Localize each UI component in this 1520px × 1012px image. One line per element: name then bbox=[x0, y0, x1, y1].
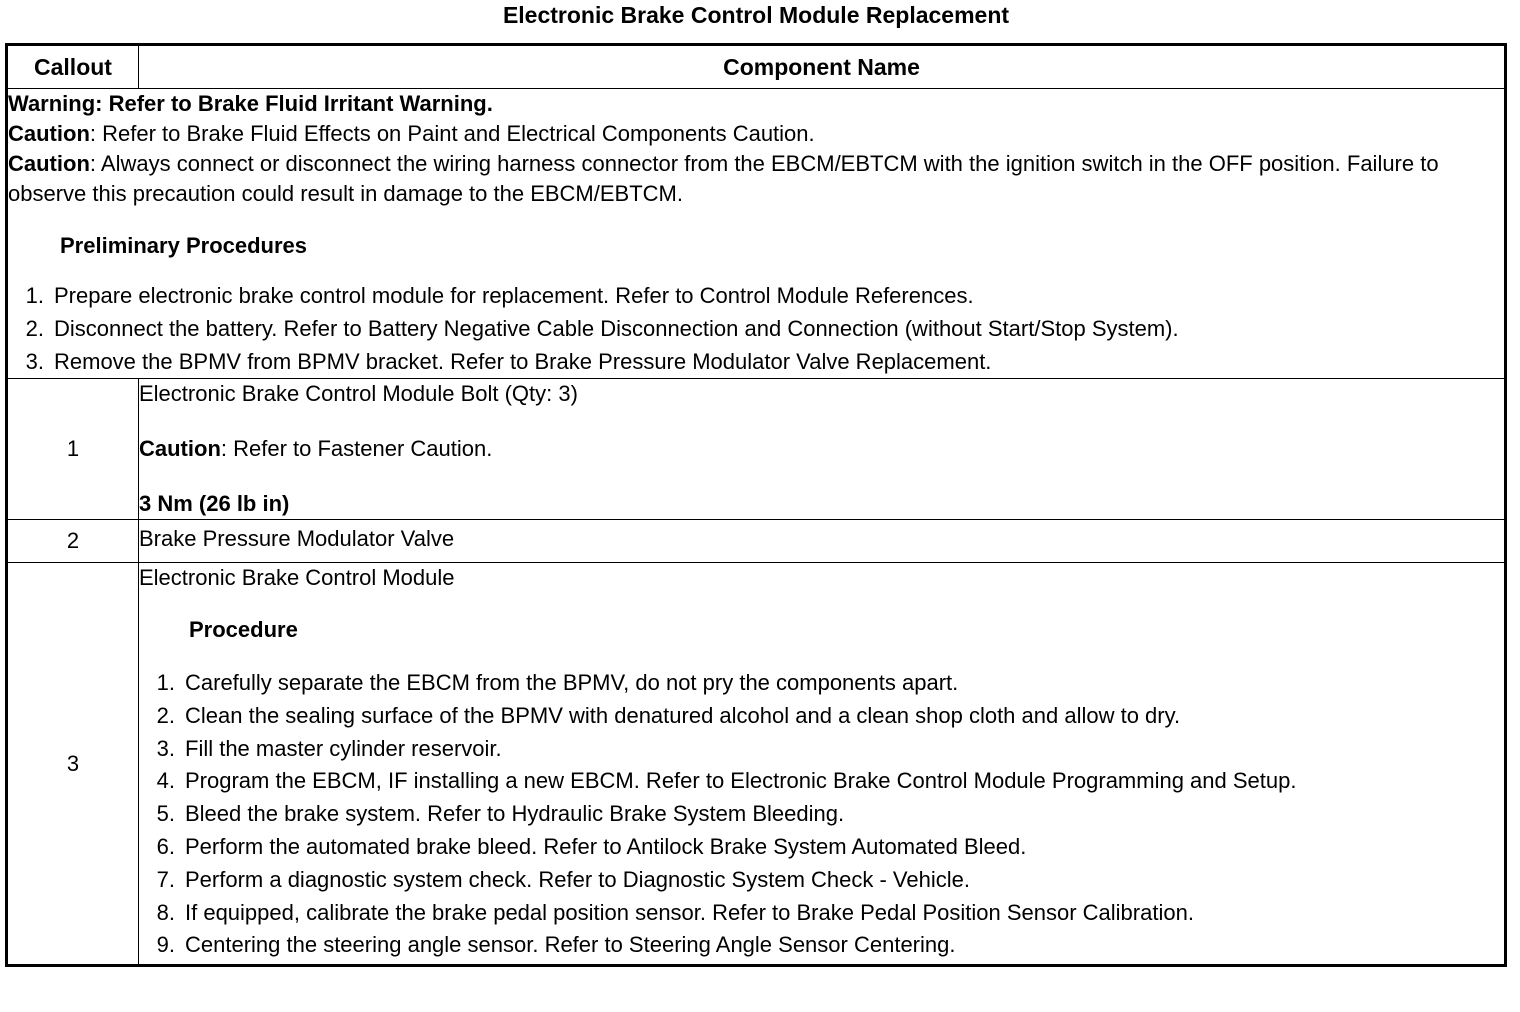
step-text: Disconnect the battery. Refer to Battery Negative Cable Disconnection and Connection (without Start/Stop System). bbox=[54, 316, 1179, 341]
callout-header: Callout bbox=[7, 45, 139, 89]
warning-text: Refer to Brake Fluid Irritant Warning. bbox=[102, 91, 493, 116]
step-number: 3. bbox=[25, 349, 44, 374]
list-item bbox=[139, 765, 1504, 798]
step-text: Perform the automated brake bleed. Refer to Antilock Brake System Automated Bleed. bbox=[185, 833, 1027, 859]
component-name: Electronic Brake Control Module bbox=[139, 565, 455, 590]
list-item bbox=[139, 798, 1504, 831]
step-text: Remove the BPMV from BPMV bracket. Refer to Brake Pressure Modulator Valve Replacement. bbox=[54, 349, 992, 374]
step-text: Carefully separate the EBCM from the BPMV, do not pry the components apart. bbox=[185, 670, 959, 695]
component-name-cell bbox=[139, 563, 1506, 966]
torque-spec bbox=[139, 489, 1504, 519]
list-item bbox=[139, 733, 1504, 766]
caution-text: : Refer to Fastener Caution. bbox=[220, 436, 493, 461]
step-text: Clean the sealing surface of the BPMV with denatured alcohol and a clean shop cloth and allow to dry. bbox=[185, 702, 1181, 728]
fastener-caution bbox=[139, 434, 1504, 464]
callout-cell: 1 bbox=[7, 379, 139, 520]
step-number: 6. bbox=[156, 833, 175, 859]
step-number: 1. bbox=[25, 283, 44, 308]
caution-text-2: : Always connect or disconnect the wiring harness connector from the EBCM/EBTCM with the ignition switch in the OFF position. Failure to observe this precaution could result in damage to the EBCM/EBTCM. bbox=[8, 151, 1439, 206]
list-item bbox=[139, 700, 1504, 733]
caution-text-1: : Refer to Brake Fluid Effects on Paint and Electrical Components Caution. bbox=[89, 121, 815, 146]
step-number: 2. bbox=[156, 702, 175, 728]
step-number: 8. bbox=[156, 899, 175, 925]
step-number: 1. bbox=[156, 670, 175, 695]
list-item bbox=[139, 929, 1504, 962]
warning-label: Warning: bbox=[8, 91, 103, 116]
caution-line-2 bbox=[8, 149, 1504, 209]
component-name-cell bbox=[139, 379, 1506, 520]
step-text: Centering the steering angle sensor. Refer to Steering Angle Sensor Centering. bbox=[185, 932, 956, 958]
step-text: Program the EBCM, IF installing a new EBCM. Refer to Electronic Brake Control Module Programming and Setup. bbox=[185, 768, 1297, 794]
intro-cell bbox=[7, 89, 1506, 379]
component-name: Brake Pressure Modulator Valve bbox=[139, 526, 455, 551]
step-number: 4. bbox=[156, 768, 175, 794]
torque-value: 3 Nm (26 lb in) bbox=[139, 491, 290, 516]
list-item bbox=[8, 279, 1504, 312]
step-text: Perform a diagnostic system check. Refer to Diagnostic System Check - Vehicle. bbox=[185, 866, 970, 892]
step-number: 5. bbox=[156, 801, 175, 827]
list-item bbox=[139, 864, 1504, 897]
list-item bbox=[139, 831, 1504, 864]
step-number: 7. bbox=[156, 866, 175, 892]
caution-label-1: Caution bbox=[8, 121, 90, 146]
caution-label: Caution bbox=[139, 436, 221, 461]
step-text: Bleed the brake system. Refer to Hydraulic Brake System Bleeding. bbox=[185, 801, 845, 827]
list-item bbox=[139, 897, 1504, 930]
procedure-steps-list bbox=[139, 667, 1504, 962]
warning-line bbox=[8, 89, 1504, 119]
callout-cell: 3 bbox=[7, 563, 139, 966]
step-text: Fill the master cylinder reservoir. bbox=[185, 735, 502, 761]
step-number: 3. bbox=[156, 735, 175, 761]
preliminary-steps-list bbox=[8, 279, 1504, 378]
list-item bbox=[8, 345, 1504, 378]
table-row bbox=[7, 379, 1506, 520]
page-title: Electronic Brake Control Module Replacement bbox=[502, 2, 1010, 28]
list-item bbox=[139, 667, 1504, 700]
component-name: Electronic Brake Control Module Bolt (Qty: 3) bbox=[139, 381, 578, 406]
table-row bbox=[7, 563, 1506, 966]
step-number: 2. bbox=[25, 316, 44, 341]
list-item bbox=[8, 312, 1504, 345]
step-text: If equipped, calibrate the brake pedal position sensor. Refer to Brake Pedal Position Sensor Calibration. bbox=[185, 899, 1194, 925]
procedure-heading: Procedure bbox=[189, 617, 298, 642]
preliminary-procedures-heading: Preliminary Procedures bbox=[60, 233, 308, 258]
caution-line-1 bbox=[8, 119, 1504, 149]
component-table bbox=[5, 43, 1507, 967]
callout-cell: 2 bbox=[7, 520, 139, 563]
intro-row bbox=[7, 89, 1506, 379]
caution-label-2: Caution bbox=[8, 151, 90, 176]
table-header-row bbox=[7, 45, 1506, 89]
table-row bbox=[7, 520, 1506, 563]
component-name-header: Component Name bbox=[139, 45, 1506, 89]
step-text: Prepare electronic brake control module for replacement. Refer to Control Module References. bbox=[54, 283, 974, 308]
step-number: 9. bbox=[156, 932, 175, 958]
component-name-cell bbox=[139, 520, 1506, 563]
